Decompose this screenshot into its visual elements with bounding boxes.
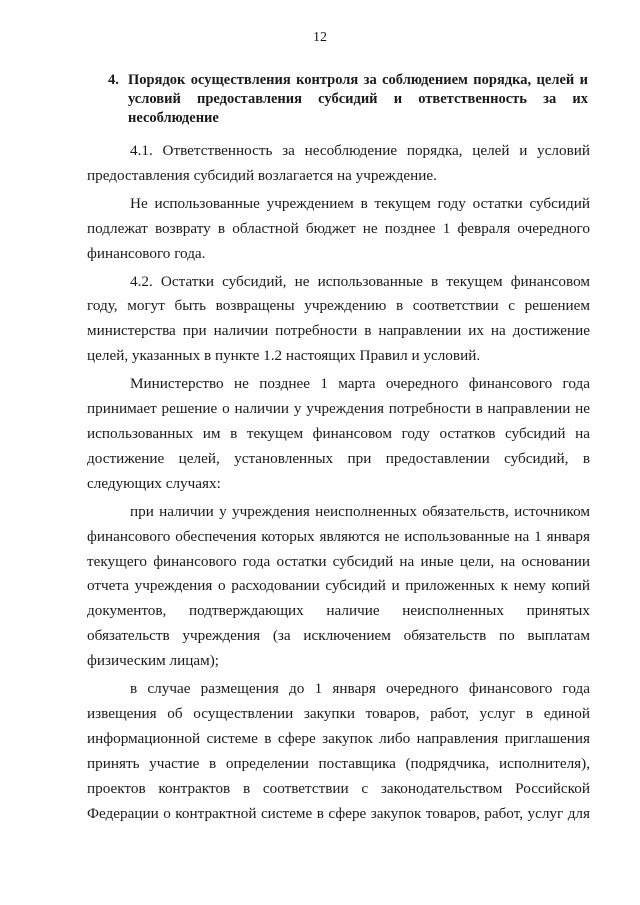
paragraph-4-2: 4.2. Остатки субсидий, не использованные в текущем финансовом году, могут быть возвращены учреждению в соответствии с решением министерства при наличии потребности в направлении их на достижение целей, указанных в пункте 1.2 настоящих Правил и условий.	[87, 272, 590, 365]
document-body	[87, 139, 590, 829]
paragraph-4-1: 4.1. Ответственность за несоблюдение порядка, целей и условий предоставления субсидий возлагается на учреждение.	[87, 142, 590, 184]
section-heading	[108, 71, 588, 128]
paragraph-ministry-decision: Министерство не позднее 1 марта очередного финансового года принимает решение о наличии у учреждения потребности в направлении не использованных им в текущем финансовом году остатков субсидий на достижение целей, установленных при предоставлении субсидий, в следующих случаях:	[87, 375, 590, 492]
section-number: 4.	[108, 72, 119, 88]
page-number: 12	[313, 30, 327, 45]
paragraph-refund: Не использованные учреждением в текущем году остатки субсидий подлежат возврату в областной бюджет не позднее 1 февраля очередного финансового года.	[87, 194, 590, 262]
paragraph-case-obligations: при наличии у учреждения неисполненных обязательств, источником финансового обеспечения которых являются не использованные на 1 января текущего финансового года остатки субсидий на иные цели, на основании отчета учреждения о расходовании субсидий и приложенных к нему копий документов, подтверждающих наличие неисполненных принятых обязательств учреждения (за исключением обязательств по выплатам физическим лицам);	[87, 502, 590, 670]
paragraph-case-procurement: в случае размещения до 1 января очередного финансового года извещения об осуществлении закупки товаров, работ, услуг в единой информационной системе в сфере закупок либо направления приглашения принять участие в определении поставщика (подрядчика, исполнителя), проектов контрактов в соответствии с законодательством Российской Федерации о контрактной системе в сфере закупок товаров, работ, услуг для	[87, 680, 590, 822]
section-title: Порядок осуществления контроля за соблюдением порядка, целей и условий предоставления субсидий и ответственность за их несоблюдение	[128, 72, 588, 126]
